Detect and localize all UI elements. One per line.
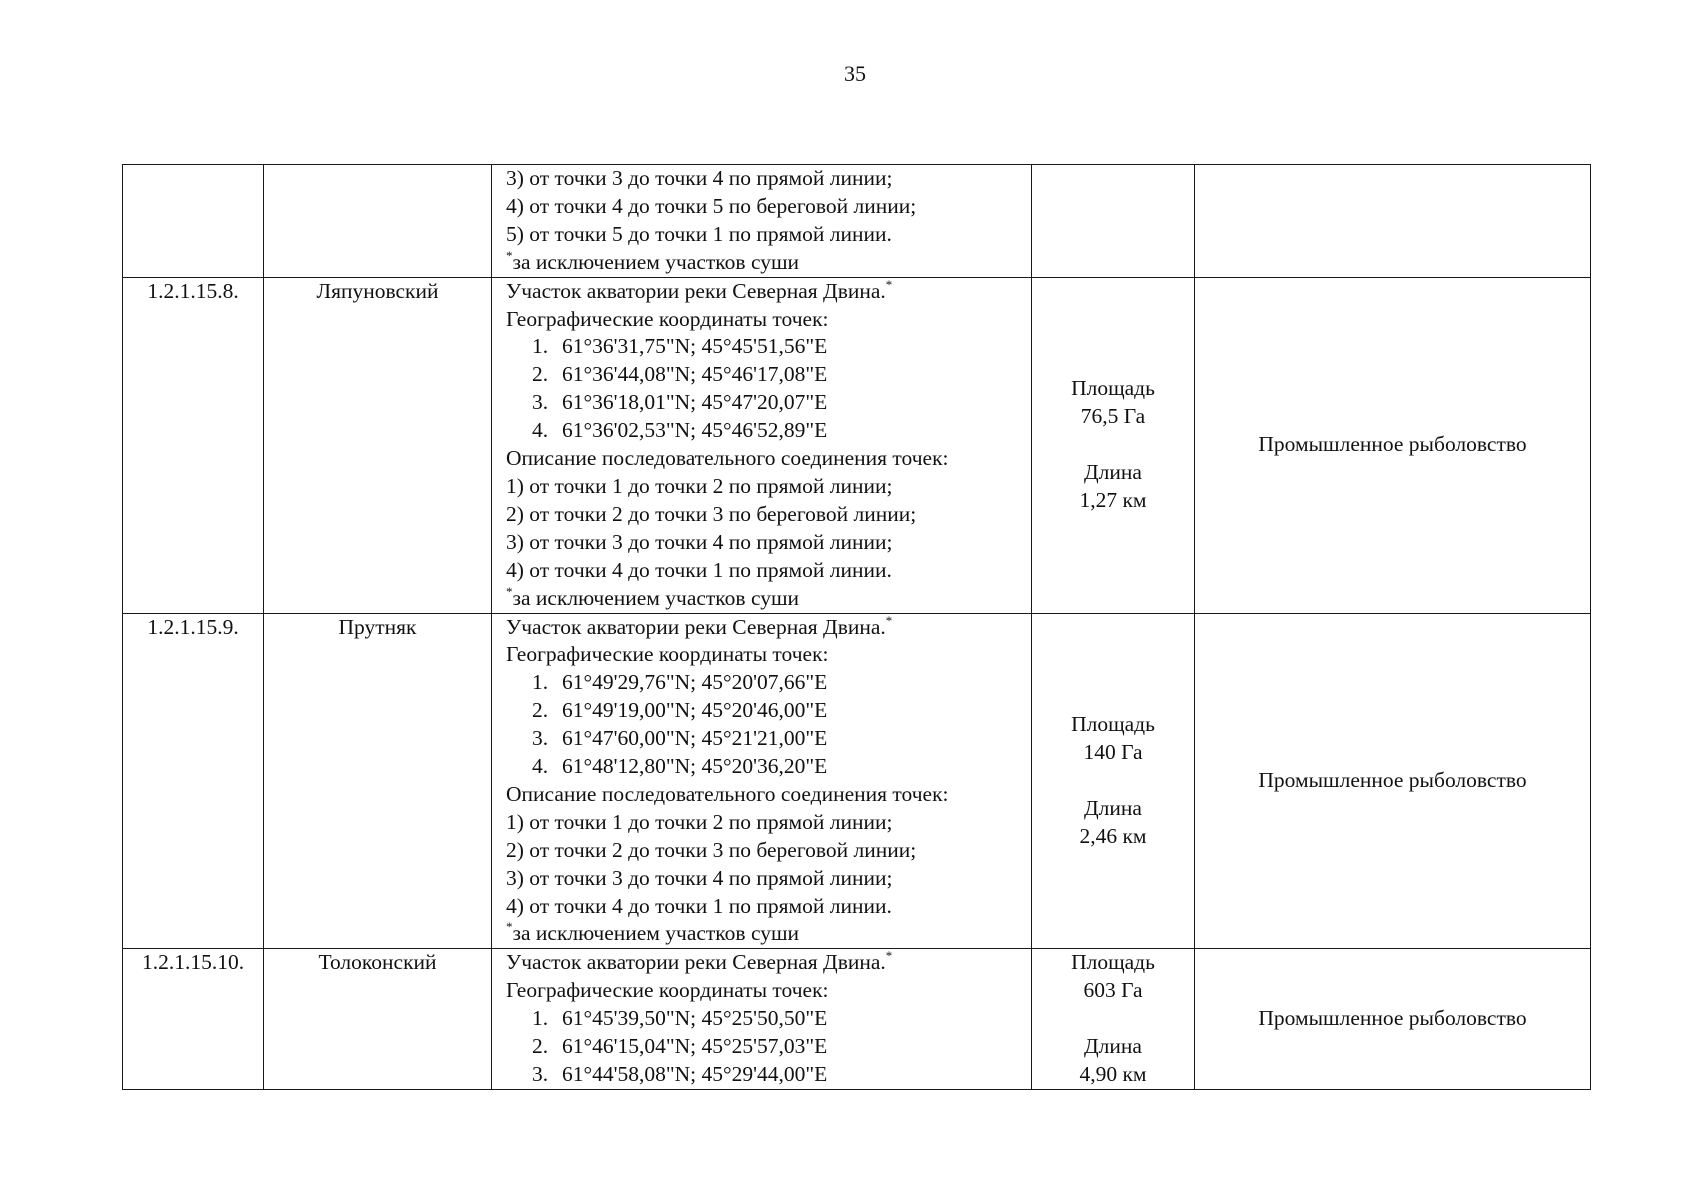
connection-line: 3) от точки 3 до точки 4 по прямой линии;	[506, 865, 893, 890]
footnote-star: *	[885, 948, 893, 964]
length-value: 2,46 км	[1079, 823, 1147, 848]
coordinate-item	[506, 697, 1031, 725]
connection-line: 5) от точки 5 до точки 1 по прямой линии.	[506, 221, 892, 246]
coordinate-value: 61°44'58,08"N; 45°29'44,00"E	[562, 1062, 828, 1086]
coordinate-value: 61°36'44,08"N; 45°46'17,08"E	[562, 362, 828, 387]
coordinate-value: 61°49'19,00"N; 45°20'46,00"E	[562, 698, 828, 723]
table-row	[123, 277, 1591, 613]
area-label: Площадь	[1071, 712, 1155, 737]
length-label: Длина	[1084, 1034, 1142, 1059]
connection-line: 4) от точки 4 до точки 1 по прямой линии.	[506, 893, 892, 918]
footnote-line	[506, 920, 1031, 948]
footnote-text: за исключением участков суши	[512, 921, 800, 946]
connection-line: 4) от точки 4 до точки 1 по прямой линии.	[506, 557, 892, 582]
cell-area	[1032, 949, 1195, 1090]
coordinate-index: 2.	[532, 362, 549, 387]
cell-use: Промышленное рыболовство	[1195, 277, 1591, 613]
cell-area	[1032, 165, 1195, 278]
connection-line: 3) от точки 3 до точки 4 по прямой линии;	[506, 166, 893, 190]
cell-area	[1032, 277, 1195, 613]
cell-name: Прутняк	[264, 613, 492, 949]
coordinate-index: 4.	[532, 418, 549, 443]
connection-heading: Описание последовательного соединения точек:	[506, 781, 949, 806]
coords-heading: Географические координаты точек:	[506, 306, 829, 331]
coordinate-index: 3.	[532, 726, 549, 751]
coordinate-index: 3.	[532, 390, 549, 415]
coordinate-index: 2.	[532, 1034, 549, 1059]
length-label: Длина	[1084, 795, 1142, 820]
connection-line: 1) от точки 1 до точки 2 по прямой линии;	[506, 473, 893, 498]
cell-use	[1195, 165, 1591, 278]
area-label: Площадь	[1071, 376, 1155, 401]
coordinate-item	[506, 1033, 1031, 1061]
footnote-star: *	[506, 247, 513, 263]
coords-heading: Географические координаты точек:	[506, 642, 829, 667]
cell-number: 1.2.1.15.8.	[123, 277, 264, 613]
coordinate-value: 61°49'29,76"N; 45°20'07,66"E	[562, 670, 828, 695]
coordinate-index: 4.	[532, 754, 549, 779]
coordinate-item	[506, 389, 1031, 417]
cell-area	[1032, 613, 1195, 949]
cell-description	[492, 949, 1032, 1090]
table-row	[123, 613, 1591, 949]
coordinate-item	[506, 361, 1031, 389]
fishing-areas-table	[122, 164, 1591, 1090]
cell-number: 1.2.1.15.10.	[123, 949, 264, 1090]
connection-heading: Описание последовательного соединения точек:	[506, 446, 949, 471]
cell-use: Промышленное рыболовство	[1195, 613, 1591, 949]
cell-description	[492, 165, 1032, 278]
cell-name: Толоконский	[264, 949, 492, 1090]
cell-number: 1.2.1.15.9.	[123, 613, 264, 949]
coordinate-value: 61°36'31,75"N; 45°45'51,56"E	[562, 334, 828, 359]
intro-line	[506, 949, 1031, 977]
footnote-star: *	[885, 612, 893, 628]
area-label: Площадь	[1071, 950, 1155, 975]
cell-name	[264, 165, 492, 278]
area-value: 603 Га	[1083, 978, 1143, 1003]
footnote-text: за исключением участков суши	[512, 585, 800, 610]
coordinate-value: 61°45'39,50"N; 45°25'50,50"E	[562, 1006, 828, 1031]
coordinate-item	[506, 1005, 1031, 1033]
connection-line: 4) от точки 4 до точки 5 по береговой линии;	[506, 193, 917, 218]
footnote-line	[506, 585, 1031, 613]
coordinate-item	[506, 1061, 1031, 1089]
footnote-star: *	[506, 919, 513, 935]
coordinate-index: 2.	[532, 698, 549, 723]
coordinate-value: 61°36'18,01"N; 45°47'20,07"E	[562, 390, 828, 415]
footnote-star: *	[506, 583, 513, 599]
footnote-line	[506, 249, 1031, 277]
cell-number	[123, 165, 264, 278]
coordinate-value: 61°48'12,80"N; 45°20'36,20"E	[562, 754, 828, 779]
coordinate-item	[506, 333, 1031, 361]
coordinate-index: 1.	[532, 1006, 549, 1031]
coordinate-item	[506, 669, 1031, 697]
cell-description	[492, 613, 1032, 949]
coordinate-value: 61°46'15,04"N; 45°25'57,03"E	[562, 1034, 828, 1059]
footnote-text: за исключением участков суши	[512, 249, 800, 274]
coordinate-index: 1.	[532, 670, 549, 695]
coords-heading: Географические координаты точек:	[506, 978, 829, 1003]
coordinate-item	[506, 417, 1031, 445]
coordinate-item	[506, 753, 1031, 781]
length-label: Длина	[1084, 460, 1142, 484]
footnote-star: *	[885, 276, 893, 292]
table-row-continuation	[123, 165, 1591, 278]
length-value: 1,27 км	[1079, 487, 1147, 512]
intro-text: Участок акватории реки Северная Двина.	[506, 278, 886, 303]
coordinate-index: 1.	[532, 334, 549, 359]
coordinate-value: 61°47'60,00"N; 45°21'21,00"E	[562, 726, 828, 751]
cell-description	[492, 277, 1032, 613]
connection-line: 2) от точки 2 до точки 3 по береговой линии;	[506, 837, 917, 862]
connection-line: 3) от точки 3 до точки 4 по прямой линии;	[506, 529, 893, 554]
coordinate-index: 3.	[532, 1062, 549, 1086]
coordinate-value: 61°36'02,53"N; 45°46'52,89"E	[562, 418, 828, 443]
intro-text: Участок акватории реки Северная Двина.	[506, 614, 886, 639]
intro-line	[506, 614, 1031, 642]
length-value: 4,90 км	[1079, 1061, 1147, 1086]
intro-line	[506, 278, 1031, 306]
coordinate-item	[506, 725, 1031, 753]
area-value: 76,5 Га	[1080, 404, 1146, 429]
cell-use: Промышленное рыболовство	[1195, 949, 1591, 1090]
intro-text: Участок акватории реки Северная Двина.	[506, 950, 886, 975]
area-value: 140 Га	[1083, 740, 1143, 765]
connection-line: 2) от точки 2 до точки 3 по береговой линии;	[506, 501, 917, 526]
cell-name: Ляпуновский	[264, 277, 492, 613]
table-row	[123, 949, 1591, 1090]
connection-line: 1) от точки 1 до точки 2 по прямой линии;	[506, 809, 893, 834]
page-number: 35	[844, 61, 866, 86]
